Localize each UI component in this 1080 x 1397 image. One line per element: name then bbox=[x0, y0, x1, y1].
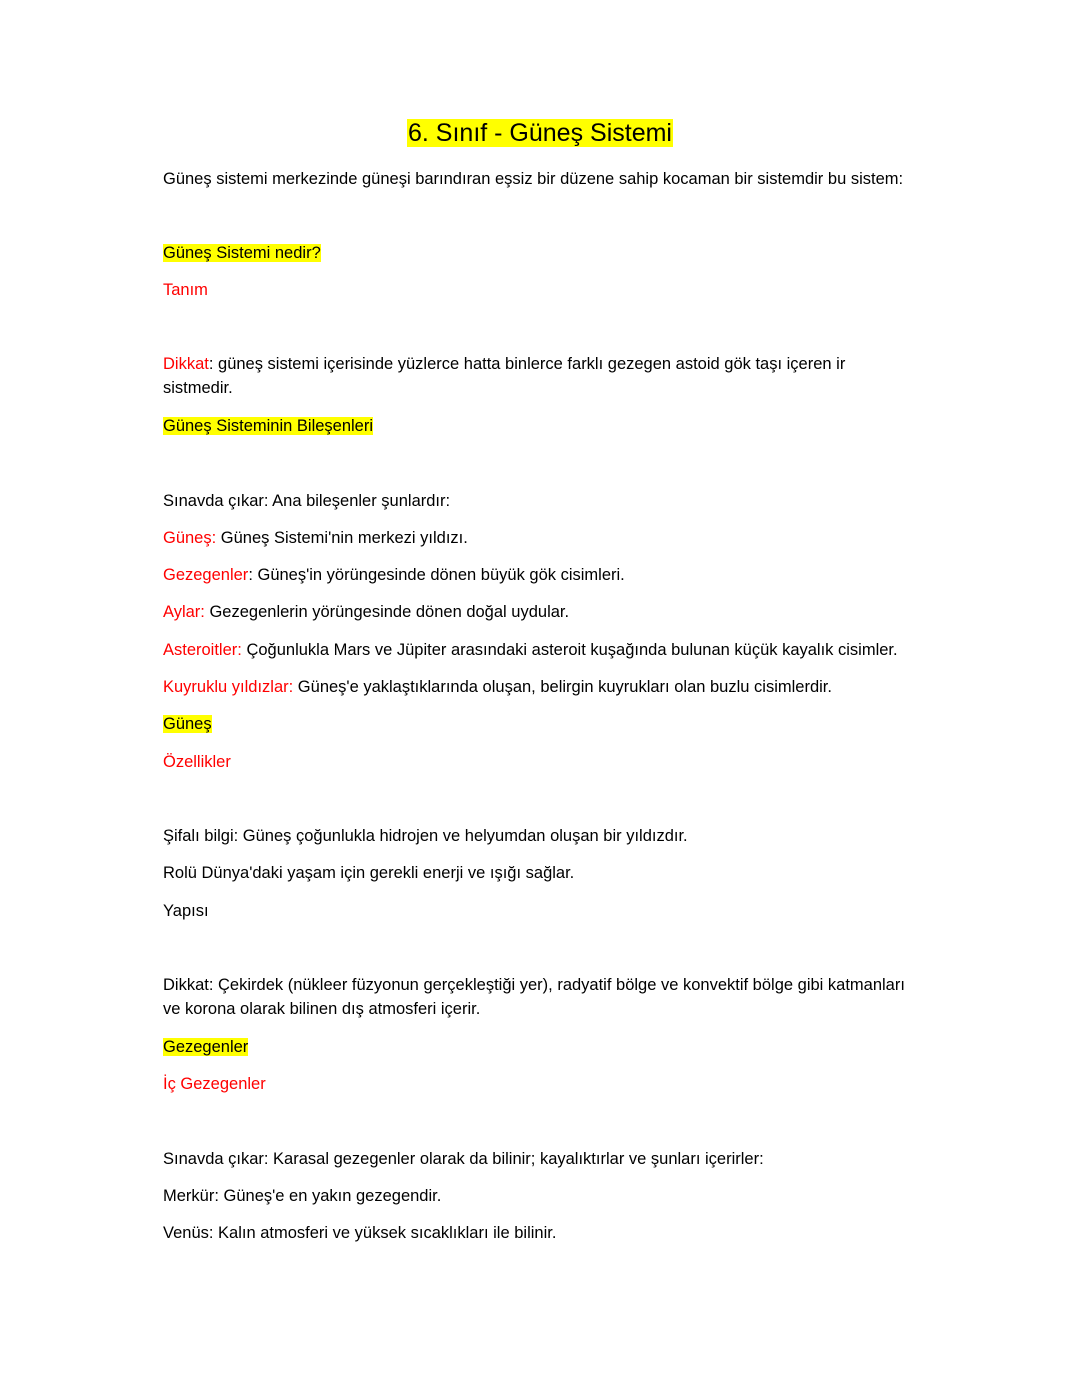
section-heading-gezegenler bbox=[163, 1035, 923, 1059]
intro-paragraph: Güneş sistemi merkezinde güneşi barındıran eşsiz bir düzene sahip kocaman bir sistemdir bu sistem: bbox=[163, 170, 904, 188]
paragraph-karasal: Sınavda çıkar: Karasal gezegenler olarak da bilinir; kayalıktırlar ve şunları içerirler: bbox=[163, 1150, 764, 1168]
paragraph-venus: Venüs: Kalın atmosferi ve yüksek sıcaklıkları ile bilinir. bbox=[163, 1224, 557, 1242]
paragraph-sifali-bilgi: Şifalı bilgi: Güneş çoğunlukla hidrojen ve helyumdan oluşan bir yıldızdır. bbox=[163, 827, 688, 845]
paragraph-rolu: Rolü Dünya'daki yaşam için gerekli enerji ve ışığı sağlar. bbox=[163, 864, 575, 882]
section-heading-bilesenler bbox=[163, 414, 923, 438]
section-heading-text: Güneş Sistemi nedir? bbox=[163, 244, 321, 262]
note-label: Dikkat bbox=[163, 355, 209, 373]
list-item-term: Güneş: bbox=[163, 529, 217, 547]
subheading-ozellikler: Özellikler bbox=[163, 753, 231, 771]
list-item bbox=[163, 563, 923, 587]
list-item-term: Asteroitler: bbox=[163, 641, 242, 659]
paragraph-dikkat-katmanlar: Dikkat: Çekirdek (nükleer füzyonun gerçekleştiği yer), radyatif bölge ve konvektif bölge gibi katmanları ve korona olarak bilinen dış atmosferi içerir. bbox=[163, 976, 905, 1018]
list-item-text: Güneş'e yaklaştıklarında oluşan, belirgin kuyrukları olan buzlu cisimlerdir. bbox=[293, 678, 832, 696]
list-item-term: Kuyruklu yıldızlar: bbox=[163, 678, 294, 696]
list-item bbox=[163, 675, 923, 699]
paragraph-yapisi: Yapısı bbox=[163, 902, 209, 920]
section-heading-text: Gezegenler bbox=[163, 1038, 249, 1056]
list-item-text: Çoğunlukla Mars ve Jüpiter arasındaki asteroit kuşağında bulunan küçük kayalık cisimler. bbox=[241, 641, 898, 659]
list-item-text: : Güneş'in yörüngesinde dönen büyük gök cisimleri. bbox=[248, 566, 625, 584]
subheading-ic-gezegenler: İç Gezegenler bbox=[163, 1075, 266, 1093]
list-item bbox=[163, 600, 923, 624]
list-item bbox=[163, 638, 923, 662]
section-heading-gunes-sistemi-nedir bbox=[163, 241, 923, 265]
section-heading-text: Güneş bbox=[163, 715, 212, 733]
section-heading-text: Güneş Sisteminin Bileşenleri bbox=[163, 417, 374, 435]
list-item-term: Aylar: bbox=[163, 603, 205, 621]
list-item bbox=[163, 526, 923, 550]
note-paragraph-dikkat bbox=[163, 352, 863, 400]
document-title-text: 6. Sınıf - Güneş Sistemi bbox=[408, 119, 672, 147]
document-title bbox=[0, 116, 1080, 150]
section-heading-gunes bbox=[163, 712, 923, 736]
note-text: : güneş sistemi içerisinde yüzlerce hatta binlerce farklı gezegen astoid gök taşı içeren ir sistmedir. bbox=[163, 355, 846, 397]
list-item-term: Gezegenler bbox=[163, 566, 249, 584]
list-item-text: Gezegenlerin yörüngesinde dönen doğal uydular. bbox=[204, 603, 570, 621]
subheading-tanim: Tanım bbox=[163, 281, 208, 299]
components-intro: Sınavda çıkar: Ana bileşenler şunlardır: bbox=[163, 492, 451, 510]
list-item-text: Güneş Sistemi'nin merkezi yıldızı. bbox=[216, 529, 468, 547]
paragraph-merkur: Merkür: Güneş'e en yakın gezegendir. bbox=[163, 1187, 442, 1205]
